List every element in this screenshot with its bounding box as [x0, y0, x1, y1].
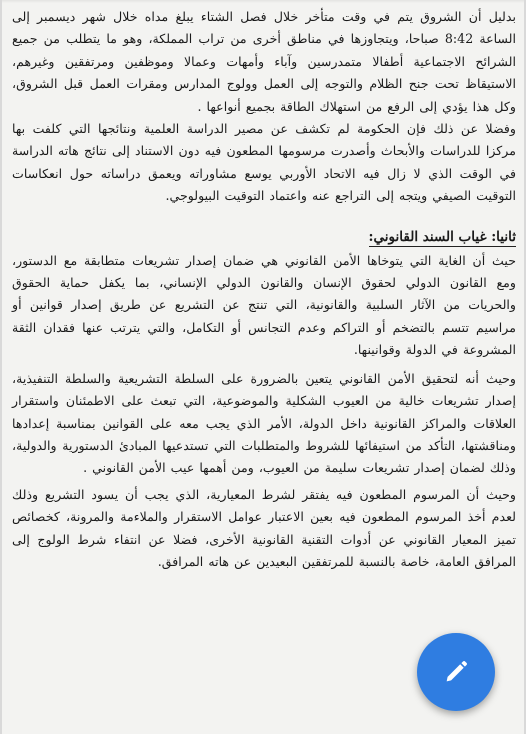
paragraph-5: وحيث أن المرسوم المطعون فيه يفتقر لشرط المعيارية، الذي يجب أن يسود التشريع وذلك لعدم أخذ المرسوم المطعون فيه بعين الاعتبار عوامل الاستقرار والملاءمة والمرونة، كخصائص تميز المعيار القانوني عن أدوات التقنية القانونية الأخرى، فضلا عن انتفاء شرط الولوج إلى المرافق العامة، خاصة بالنسبة للمرتفقين البعيدين عن هاته المرافق.: [12, 486, 516, 569]
paragraph-3: حيث أن الغاية التي يتوخاها الأمن القانوني هي ضمان إصدار تشريعات متطابقة مع الدستور، ومع القانون الدولي لحقوق الإنسان والقانون الدولي الإنساني، بما يكفل حماية الحقوق والحريات من الآثار السلبية والقانونية، التي تنتج عن التشريع عن طريق إصدار قوانين أو مراسيم تتسم بالتضخم أو التراكم وعدم التجانس أو التكامل، والتي يترتب عنها فقدان الثقة المشروعة في الدولة وقوانينها.: [12, 252, 516, 358]
paragraph-1: بدليل أن الشروق يتم في وقت متأخر خلال فصل الشتاء يبلغ مداه خلال شهر ديسمبر إلى الساعة 8:42 صباحا، ويتجاوزها في مناطق أخرى من تراب المملكة، وهو ما يتطلب من جميع الشرائح الاجتماعية أطفالا متمدرسين وآباء وأمهات وعمالا وموظفين ومرتفقين وغيرهم، الاستيقاظ تحت جنح الظلام والتوجه إلى العمل وولوج المدارس ومقرات العمل قبل الشروق، وكل هذا يؤدي إلى الرفع من استهلاك الطاقة بجميع أنواعها .: [12, 9, 516, 114]
section-heading-text: ثانيا: غياب السند القانوني:: [368, 228, 516, 245]
document-page: [2, 0, 524, 734]
edit-fab-button[interactable]: [417, 633, 495, 711]
section-heading: [12, 226, 516, 248]
document-body: [12, 6, 516, 734]
pencil-icon: [442, 658, 470, 686]
paragraph-4: وحيث أنه لتحقيق الأمن القانوني يتعين بالضرورة على السلطة التشريعية والسلطة التنفيذية، إصدار تشريعات خالية من العيوب الشكلية والموضوعية، التي تبعث على الاطمئنان واستقرار العلاقات والمراكز القانونية داخل الدولة، الأمر الذي يجب معه على القوانين بمناسبة إعدادها ومناقشتها، التأكد من استيفائها للشروط والمتطلبات التي تستدعيها المبادئ الدستورية والدولية، وذلك لضمان إصدار تشريعات سليمة من العيوب، ومن أهمها عيب الأمن القانوني .: [12, 370, 516, 476]
paragraph-2: وفضلا عن ذلك فإن الحكومة لم تكشف عن مصير الدراسة العلمية ونتائجها التي كلفت بها مركزا للدراسات والأبحاث وأصدرت مرسومها المطعون فيه دون الاستناد إلى نتائج هاته الدراسة في الوقت الذي لا زال فيه الاتحاد الأوربي يوسع مشاوراته ويعمق دراساته حول انعكاسات التوقيت الصيفي ويتجه إلى التراجع عنه واعتماد التوقيت البيولوجي.: [12, 121, 516, 204]
